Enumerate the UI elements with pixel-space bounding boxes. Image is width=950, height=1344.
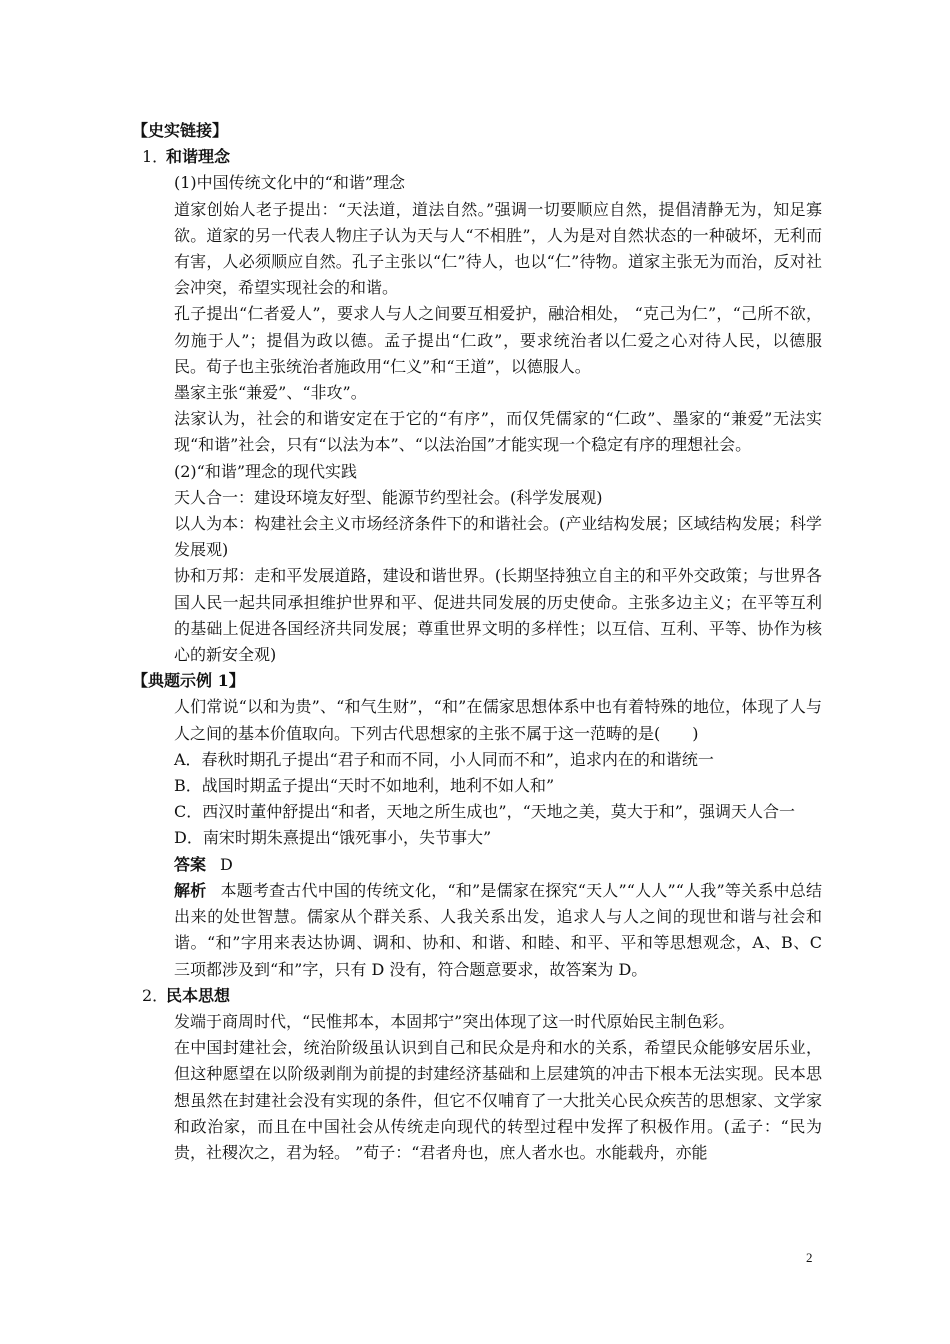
paragraph: 以人为本：构建社会主义市场经济条件下的和谐社会。(产业结构发展；区域结构发展；科学发展观) [174,514,822,560]
option-a: A．春秋时期孔子提出“君子和而不同，小人同而不和”，追求内在的和谐统一 [174,749,714,769]
paragraph: 墨家主张“兼爱”、“非攻”。 [174,383,367,403]
example-question: 人们常说“以和为贵”、“和气生财”，“和”在儒家思想体系中也有着特殊的地位，体现了人与人之间的基本价值取向。下列古代思想家的主张不属于这一范畴的是( ) [174,697,822,743]
topic-heading-harmony [142,144,822,170]
analysis-label: 解析 [174,880,207,900]
option-b: B．战国时期孟子提出“天时不如地利，地利不如人和” [174,776,555,796]
example-heading: 【典题示例 1】 [132,671,245,691]
option-c: C．西汉时董仲舒提出“和者，天地之所生成也”，“天地之美，莫大于和”，强调天人合一 [174,802,795,822]
paragraph: 协和万邦：走和平发展道路，建设和谐世界。(长期坚持独立自主的和平外交政策；与世界各国人民一起共同承担维护世界和平、促进共同发展的历史使命。主张多边主义；在平等互利的基础上促进各国经济共同发展；尊重世界文明的多样性；以互信、互利、平等、协作为核心的新安全观) [174,566,822,665]
page-content [132,118,822,1166]
paragraph: 孔子提出“仁者爱人”，要求人与人之间要互相爱护，融洽相处， “克己为仁”，“己所不欲，勿施于人”；提倡为政以德。孟子提出“仁政”，要求统治者以仁爱之心对待人民，以德服民。荀子也主张统治者施政用“仁义”和“王道”，以德服人。 [174,304,822,376]
paragraph: 在中国封建社会，统治阶级虽认识到自己和民众是舟和水的关系，希望民众能够安居乐业，但这种愿望在以阶级剥削为前提的封建经济基础和上层建筑的冲击下根本无法实现。民本思想虽然在封建社会没有实现的条件，但它不仅哺育了一大批关心民众疾苦的思想家、文学家和政治家，而且在中国社会从传统走向现代的转型过程中发挥了积极作用。(孟子：“民为贵，社稷次之，君为轻。 ”荀子：“君者舟也，庶人者水也。水能载舟，亦能 [174,1038,822,1162]
answer-label: 答案 [174,854,207,874]
analysis-text: 本题考查古代中国的传统文化，“和”是儒家在探究“天人”“人人”“人我”等关系中总结出来的处世智慧。儒家从个群关系、人我关系出发，追求人与人之间的现世和谐与社会和谐。“和”字用来表达协调、调和、协和、和谐、和睦、和平、平和等思想观念，A、B、C 三项都涉及到“和”字，只有 D 没有，符合题意要求，故答案为 D。 [174,880,822,979]
paragraph: 法家认为，社会的和谐安定在于它的“有序”，而仅凭儒家的“仁政”、墨家的“兼爱”无法实现“和谐”社会，只有“以法为本”、“以法治国”才能实现一个稳定有序的理想社会。 [174,409,822,455]
answer-value: D [220,854,233,874]
option-d: D．南宋时期朱熹提出“饿死事小，失节事大” [174,828,492,848]
paragraph: 天人合一：建设环境友好型、能源节约型社会。(科学发展观) [174,487,603,507]
topic-title: 民本思想 [166,985,231,1005]
page-number: 2 [806,1250,813,1265]
answer-line [174,852,822,878]
analysis-block [174,878,822,983]
paragraph: (2)“和谐”理念的现代实践 [174,461,358,481]
topic-title: 和谐理念 [166,147,231,167]
paragraph: 道家创始人老子提出：“天法道，道法自然。”强调一切要顺应自然，提倡清静无为，知足寡欲。道家的另一代表人物庄子认为天与人“不相胜”，人为是对自然状态的一种破坏，无利而有害，人必须顺应自然。孔子主张以“仁”待人，也以“仁”待物。道家主张无为而治，反对社会冲突，希望实现社会的和谐。 [174,199,822,298]
section-heading-historical-links: 【史实链接】 [132,121,229,140]
topic-number: 2． [142,985,169,1005]
topic-heading-people-oriented [142,983,822,1009]
paragraph: 发端于商周时代，“民惟邦本，本固邦宁”突出体现了这一时代原始民主制色彩。 [174,1011,735,1031]
paragraph: (1)中国传统文化中的“和谐”理念 [174,173,406,193]
topic-number: 1． [142,147,169,167]
